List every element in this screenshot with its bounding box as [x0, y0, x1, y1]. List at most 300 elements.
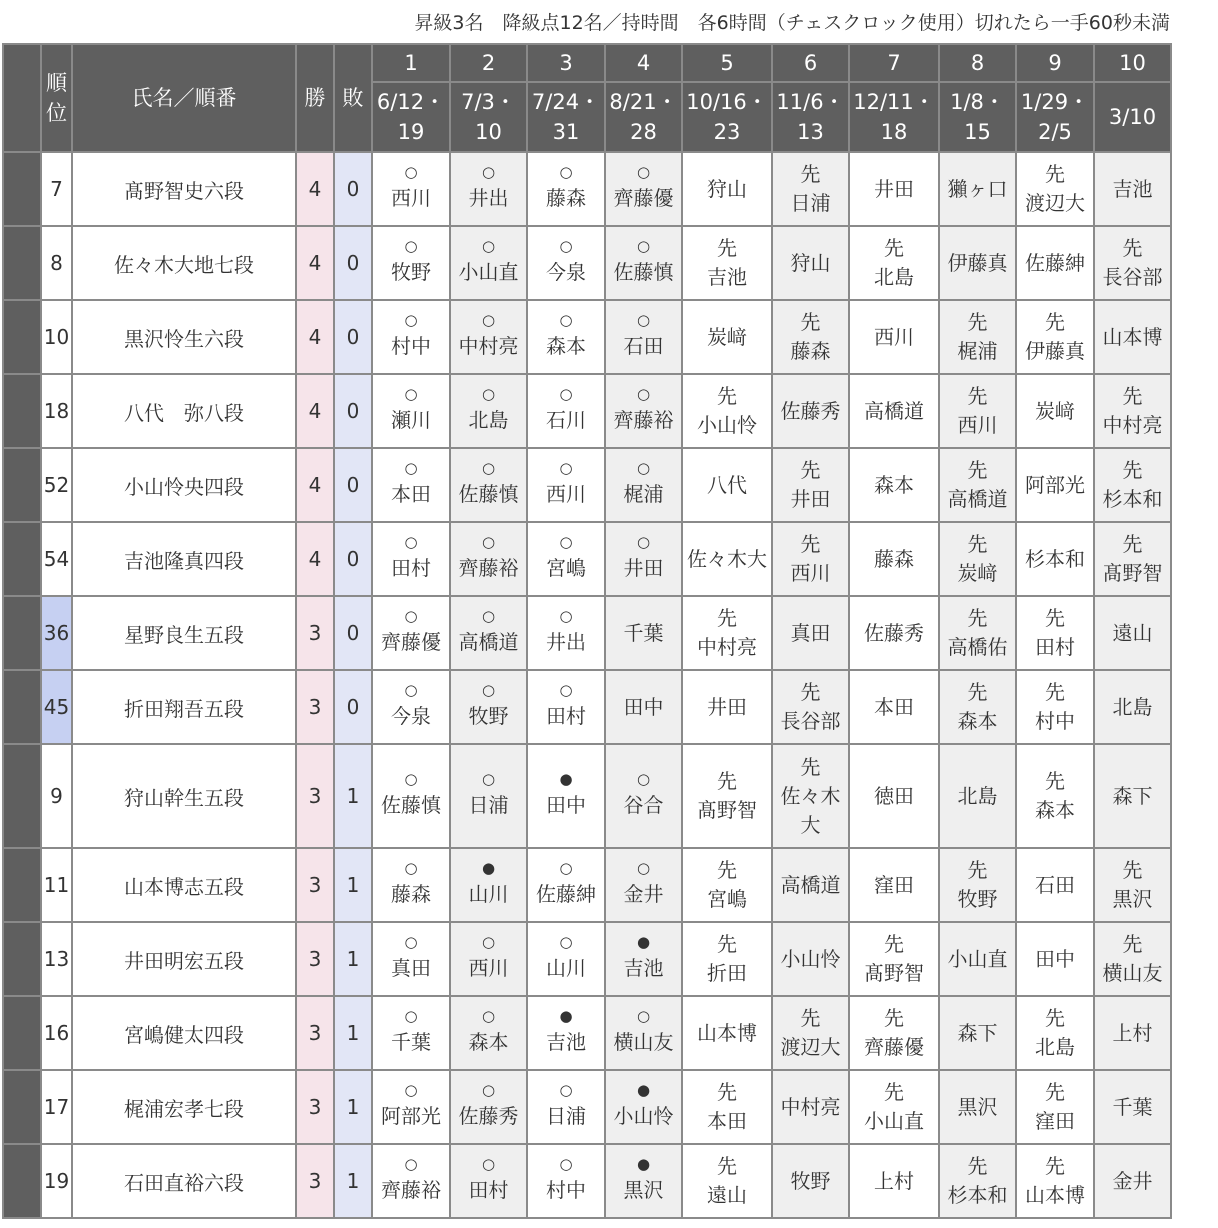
wins-cell: 3: [296, 1144, 334, 1218]
opponent-name: 長谷部: [1102, 265, 1163, 289]
win-mark-icon: ○: [404, 1155, 418, 1173]
win-mark-icon: ○: [404, 859, 418, 877]
table-row: [3, 596, 1171, 670]
game-cell: [682, 1070, 772, 1144]
game-cell: [849, 996, 939, 1070]
opponent-name: 北島: [1112, 694, 1153, 719]
game-cell: [772, 744, 849, 848]
opponent-name: 森下: [1112, 783, 1153, 808]
first-move-mark: 先: [1122, 858, 1143, 882]
rank-cell: 8: [41, 226, 72, 300]
game-cell: [682, 152, 772, 226]
first-move-mark: 先: [1122, 384, 1143, 408]
first-move-mark: 先: [967, 858, 988, 882]
game-cell: [372, 522, 450, 596]
row-stripe: [3, 596, 41, 670]
loss-mark-icon: ●: [559, 1007, 573, 1025]
opponent-name: 牧野: [391, 260, 431, 284]
game-cell: [939, 848, 1016, 922]
opponent-name: 今泉: [391, 704, 431, 728]
game-cell: [450, 996, 527, 1070]
game-cell: [849, 522, 939, 596]
loss-mark-icon: ●: [636, 1081, 651, 1099]
game-cell: [1094, 848, 1171, 922]
game-cell: [849, 922, 939, 996]
wins-cell: 4: [296, 522, 334, 596]
opponent-name: 黒沢: [1112, 887, 1153, 911]
first-move-mark: 先: [800, 310, 821, 334]
game-cell: [1094, 300, 1171, 374]
opponent-name: 牧野: [790, 1168, 831, 1193]
game-cell: [527, 670, 605, 744]
losses-cell: 0: [334, 300, 372, 374]
opponent-name: 井出: [546, 630, 586, 654]
round-number: 6: [772, 44, 849, 82]
game-cell: [1094, 226, 1171, 300]
player-name: 狩山幹生五段: [72, 744, 296, 848]
game-cell: [605, 670, 682, 744]
game-cell: [605, 374, 682, 448]
wins-cell: 4: [296, 300, 334, 374]
opponent-name: 西川: [391, 186, 431, 210]
first-move-mark: 先: [1045, 769, 1065, 793]
opponent-name: 狩山: [790, 250, 831, 275]
game-cell: [1094, 996, 1171, 1070]
game-cell: [939, 448, 1016, 522]
table-row: [3, 848, 1171, 922]
game-cell: [1016, 152, 1094, 226]
opponent-name: 牧野: [957, 887, 998, 911]
wins-cell: 3: [296, 670, 334, 744]
first-move-mark: 先: [1045, 606, 1065, 630]
game-cell: [450, 374, 527, 448]
losses-cell: 1: [334, 744, 372, 848]
opponent-name: 炭﨑: [957, 561, 998, 585]
game-cell: [1016, 670, 1094, 744]
win-mark-icon: ○: [636, 385, 651, 403]
opponent-name: 杉本和: [947, 1183, 1008, 1207]
opponent-name: 北島: [874, 265, 914, 289]
win-mark-icon: ○: [481, 1007, 496, 1025]
opponent-name: 髙野智: [1102, 561, 1163, 585]
game-cell: [682, 848, 772, 922]
game-cell: [1094, 152, 1171, 226]
opponent-name: 山川: [468, 882, 509, 906]
first-move-mark: 先: [800, 532, 821, 556]
rank-cell: 13: [41, 922, 72, 996]
win-mark-icon: ○: [404, 607, 418, 625]
game-cell: [849, 152, 939, 226]
rank-cell: 54: [41, 522, 72, 596]
player-name: 八代 弥八段: [72, 374, 296, 448]
row-stripe: [3, 374, 41, 448]
opponent-name: 田中: [546, 793, 586, 817]
opponent-name: 上村: [874, 1168, 914, 1193]
game-cell: [372, 374, 450, 448]
opponent-name: 日浦: [468, 793, 509, 817]
opponent-name: 吉池: [546, 1030, 586, 1054]
game-cell: [450, 922, 527, 996]
losses-cell: 1: [334, 996, 372, 1070]
round-number: 3: [527, 44, 605, 82]
losses-cell: 1: [334, 848, 372, 922]
win-mark-icon: ○: [481, 311, 496, 329]
game-cell: [1016, 1070, 1094, 1144]
win-mark-icon: ○: [481, 163, 496, 181]
row-stripe: [3, 522, 41, 596]
opponent-name: 横山友: [1102, 961, 1163, 985]
row-stripe: [3, 922, 41, 996]
table-row: [3, 226, 1171, 300]
header-stripe: [3, 44, 41, 152]
game-cell: [527, 1070, 605, 1144]
game-cell: [849, 1144, 939, 1218]
game-cell: [682, 596, 772, 670]
table-row: [3, 152, 1171, 226]
win-mark-icon: ○: [636, 459, 651, 477]
opponent-name: 伊藤真: [947, 250, 1008, 275]
game-cell: [372, 1070, 450, 1144]
table-caption: 昇級3名 降級点12名／持時間 各6時間（チェスクロック使用）切れたら一手60秒未満: [414, 12, 1170, 34]
first-move-mark: 先: [1045, 1080, 1065, 1104]
opponent-name: 森本: [468, 1030, 509, 1054]
losses-cell: 1: [334, 922, 372, 996]
win-mark-icon: ○: [404, 1007, 418, 1025]
opponent-name: 田中: [623, 694, 664, 719]
win-mark-icon: ○: [404, 770, 418, 788]
win-mark-icon: ○: [481, 933, 496, 951]
player-name: 折田翔吾五段: [72, 670, 296, 744]
game-cell: [1016, 522, 1094, 596]
opponent-name: 佐々木大: [780, 783, 841, 837]
opponent-name: 藤森: [874, 546, 914, 571]
game-cell: [450, 744, 527, 848]
game-cell: [372, 596, 450, 670]
game-cell: [1016, 226, 1094, 300]
opponent-name: 森下: [957, 1020, 998, 1045]
opponent-name: 折田: [707, 961, 747, 985]
game-cell: [939, 522, 1016, 596]
player-name: 石田直裕六段: [72, 1144, 296, 1218]
opponent-name: 西川: [790, 561, 831, 585]
table-row: [3, 300, 1171, 374]
game-cell: [450, 1070, 527, 1144]
game-cell: [372, 744, 450, 848]
first-move-mark: 先: [1045, 310, 1065, 334]
league-table: [2, 43, 1172, 1219]
opponent-name: 高橋道: [458, 630, 519, 654]
first-move-mark: 先: [1122, 236, 1143, 260]
player-name: 吉池隆真四段: [72, 522, 296, 596]
win-mark-icon: ○: [559, 681, 573, 699]
game-cell: [372, 996, 450, 1070]
game-cell: [372, 226, 450, 300]
opponent-name: 伊藤真: [1025, 339, 1085, 363]
first-move-mark: 先: [717, 1080, 737, 1104]
game-cell: [605, 1144, 682, 1218]
row-stripe: [3, 1144, 41, 1218]
game-cell: [605, 596, 682, 670]
game-cell: [772, 670, 849, 744]
player-name: 梶浦宏孝七段: [72, 1070, 296, 1144]
game-cell: [1016, 300, 1094, 374]
loss-mark-icon: ●: [559, 770, 573, 788]
table-row: [3, 670, 1171, 744]
opponent-name: 藤森: [790, 339, 831, 363]
opponent-name: 渡辺大: [1025, 191, 1085, 215]
game-cell: [1094, 1070, 1171, 1144]
table-row: [3, 922, 1171, 996]
opponent-name: 高橋佑: [947, 635, 1008, 659]
player-name: 佐々木大地七段: [72, 226, 296, 300]
rank-cell: 45: [41, 670, 72, 744]
game-cell: [772, 996, 849, 1070]
game-cell: [849, 1070, 939, 1144]
opponent-name: 阿部光: [1025, 472, 1085, 497]
opponent-name: 村中: [546, 1178, 586, 1202]
first-move-mark: 先: [717, 384, 737, 408]
win-mark-icon: ○: [559, 533, 573, 551]
game-cell: [682, 1144, 772, 1218]
opponent-name: 渡辺大: [780, 1035, 841, 1059]
game-cell: [450, 300, 527, 374]
first-move-mark: 先: [1045, 1006, 1065, 1030]
round-number: 7: [849, 44, 939, 82]
opponent-name: 北島: [1035, 1035, 1075, 1059]
opponent-name: 小山直: [864, 1109, 924, 1133]
opponent-name: 本田: [707, 1109, 747, 1133]
game-cell: [1094, 670, 1171, 744]
game-cell: [1094, 1144, 1171, 1218]
opponent-name: 瀬川: [391, 408, 431, 432]
round-date: 8/21・28: [605, 82, 682, 152]
first-move-mark: 先: [1122, 532, 1143, 556]
game-cell: [450, 596, 527, 670]
opponent-name: 北島: [468, 408, 509, 432]
game-cell: [939, 300, 1016, 374]
game-cell: [1016, 996, 1094, 1070]
game-cell: [939, 226, 1016, 300]
game-cell: [772, 448, 849, 522]
game-cell: [527, 152, 605, 226]
game-cell: [1094, 922, 1171, 996]
game-cell: [682, 374, 772, 448]
table-body: [3, 152, 1171, 1218]
game-cell: [1016, 848, 1094, 922]
opponent-name: 森本: [1035, 798, 1075, 822]
wins-cell: 3: [296, 848, 334, 922]
opponent-name: 齊藤裕: [381, 1178, 441, 1202]
opponent-name: 横山友: [613, 1030, 674, 1054]
game-cell: [605, 522, 682, 596]
first-move-mark: 先: [967, 680, 988, 704]
opponent-name: 杉本和: [1025, 546, 1085, 571]
losses-cell: 0: [334, 448, 372, 522]
game-cell: [772, 226, 849, 300]
round-number: 2: [450, 44, 527, 82]
header-rank: 順位: [41, 44, 72, 152]
win-mark-icon: ○: [559, 385, 573, 403]
row-stripe: [3, 670, 41, 744]
first-move-mark: 先: [884, 236, 904, 260]
opponent-name: 山川: [546, 956, 586, 980]
opponent-name: 長谷部: [780, 709, 841, 733]
opponent-name: 真田: [391, 956, 431, 980]
opponent-name: 西川: [546, 482, 586, 506]
game-cell: [527, 226, 605, 300]
loss-mark-icon: ●: [481, 859, 496, 877]
opponent-name: 金井: [623, 882, 664, 906]
opponent-name: 村中: [391, 334, 431, 358]
losses-cell: 1: [334, 1144, 372, 1218]
wins-cell: 4: [296, 152, 334, 226]
opponent-name: 齊藤優: [613, 186, 674, 210]
game-cell: [1016, 448, 1094, 522]
round-number: 5: [682, 44, 772, 82]
win-mark-icon: ○: [404, 533, 418, 551]
wins-cell: 3: [296, 1070, 334, 1144]
opponent-name: 藤森: [546, 186, 586, 210]
first-move-mark: 先: [717, 769, 737, 793]
game-cell: [605, 448, 682, 522]
game-cell: [450, 670, 527, 744]
opponent-name: 佐藤紳: [1025, 250, 1085, 275]
game-cell: [772, 596, 849, 670]
game-cell: [372, 670, 450, 744]
player-name: 井田明宏五段: [72, 922, 296, 996]
game-cell: [450, 848, 527, 922]
first-move-mark: 先: [967, 384, 988, 408]
game-cell: [772, 152, 849, 226]
win-mark-icon: ○: [481, 459, 496, 477]
first-move-mark: 先: [717, 858, 737, 882]
first-move-mark: 先: [800, 754, 821, 779]
row-stripe: [3, 448, 41, 522]
first-move-mark: 先: [1045, 1154, 1065, 1178]
header-losses: 敗: [334, 44, 372, 152]
first-move-mark: 先: [717, 236, 737, 260]
opponent-name: 千葉: [391, 1030, 431, 1054]
round-number: 10: [1094, 44, 1171, 82]
game-cell: [939, 1144, 1016, 1218]
rank-cell: 16: [41, 996, 72, 1070]
game-cell: [450, 522, 527, 596]
wins-cell: 4: [296, 226, 334, 300]
opponent-name: 石川: [546, 408, 586, 432]
first-move-mark: 先: [717, 606, 737, 630]
player-name: 小山怜央四段: [72, 448, 296, 522]
game-cell: [939, 596, 1016, 670]
opponent-name: 日浦: [546, 1104, 586, 1128]
opponent-name: 高橋道: [947, 487, 1008, 511]
opponent-name: 宮嶋: [707, 887, 747, 911]
opponent-name: 小山怜: [780, 946, 841, 971]
game-cell: [1016, 596, 1094, 670]
header-wins: 勝: [296, 44, 334, 152]
win-mark-icon: ○: [636, 311, 651, 329]
opponent-name: 佐藤慎: [458, 482, 519, 506]
opponent-name: 井田: [623, 556, 664, 580]
opponent-name: 八代: [707, 472, 747, 497]
table-row: [3, 744, 1171, 848]
opponent-name: 黒沢: [623, 1178, 664, 1202]
round-number: 9: [1016, 44, 1094, 82]
opponent-name: 佐藤慎: [613, 260, 674, 284]
opponent-name: 中村亮: [458, 334, 519, 358]
wins-cell: 3: [296, 596, 334, 670]
opponent-name: 炭﨑: [1035, 398, 1075, 423]
opponent-name: 村中: [1035, 709, 1075, 733]
win-mark-icon: ○: [481, 681, 496, 699]
wins-cell: 4: [296, 374, 334, 448]
game-cell: [527, 448, 605, 522]
win-mark-icon: ○: [636, 237, 651, 255]
opponent-name: 小山怜: [613, 1104, 674, 1128]
game-cell: [372, 848, 450, 922]
game-cell: [1094, 596, 1171, 670]
opponent-name: 田村: [546, 704, 586, 728]
game-cell: [450, 152, 527, 226]
rank-cell: 9: [41, 744, 72, 848]
wins-cell: 3: [296, 922, 334, 996]
opponent-name: 狩山: [707, 176, 747, 201]
game-cell: [772, 1144, 849, 1218]
wins-cell: 4: [296, 448, 334, 522]
losses-cell: 0: [334, 522, 372, 596]
table-row: [3, 448, 1171, 522]
win-mark-icon: ○: [404, 1081, 418, 1099]
game-cell: [605, 744, 682, 848]
game-cell: [939, 374, 1016, 448]
opponent-name: 佐々木大: [687, 546, 767, 571]
game-cell: [682, 226, 772, 300]
table-row: [3, 996, 1171, 1070]
first-move-mark: 先: [717, 932, 737, 956]
opponent-name: 佐藤慎: [381, 793, 441, 817]
round-date: 11/6・13: [772, 82, 849, 152]
opponent-name: 山本博: [1025, 1183, 1085, 1207]
rank-cell: 7: [41, 152, 72, 226]
win-mark-icon: ○: [559, 163, 573, 181]
row-stripe: [3, 152, 41, 226]
opponent-name: 千葉: [1112, 1094, 1153, 1119]
game-cell: [772, 374, 849, 448]
wins-cell: 3: [296, 744, 334, 848]
rank-cell: 52: [41, 448, 72, 522]
game-cell: [1094, 744, 1171, 848]
opponent-name: 日浦: [790, 191, 831, 215]
opponent-name: 徳田: [874, 783, 914, 808]
losses-cell: 1: [334, 1070, 372, 1144]
first-move-mark: 先: [1045, 680, 1065, 704]
game-cell: [527, 1144, 605, 1218]
opponent-name: 髙野智: [864, 961, 924, 985]
game-cell: [849, 226, 939, 300]
win-mark-icon: ○: [559, 607, 573, 625]
opponent-name: 中村亮: [1102, 413, 1163, 437]
opponent-name: 中村亮: [697, 635, 757, 659]
game-cell: [772, 848, 849, 922]
opponent-name: 齊藤優: [864, 1035, 924, 1059]
opponent-name: 本田: [391, 482, 431, 506]
round-date: 12/11・18: [849, 82, 939, 152]
win-mark-icon: ○: [404, 681, 418, 699]
opponent-name: 西川: [874, 324, 914, 349]
round-date: 7/3・10: [450, 82, 527, 152]
win-mark-icon: ○: [636, 1007, 651, 1025]
game-cell: [605, 922, 682, 996]
opponent-name: 中村亮: [780, 1094, 841, 1119]
